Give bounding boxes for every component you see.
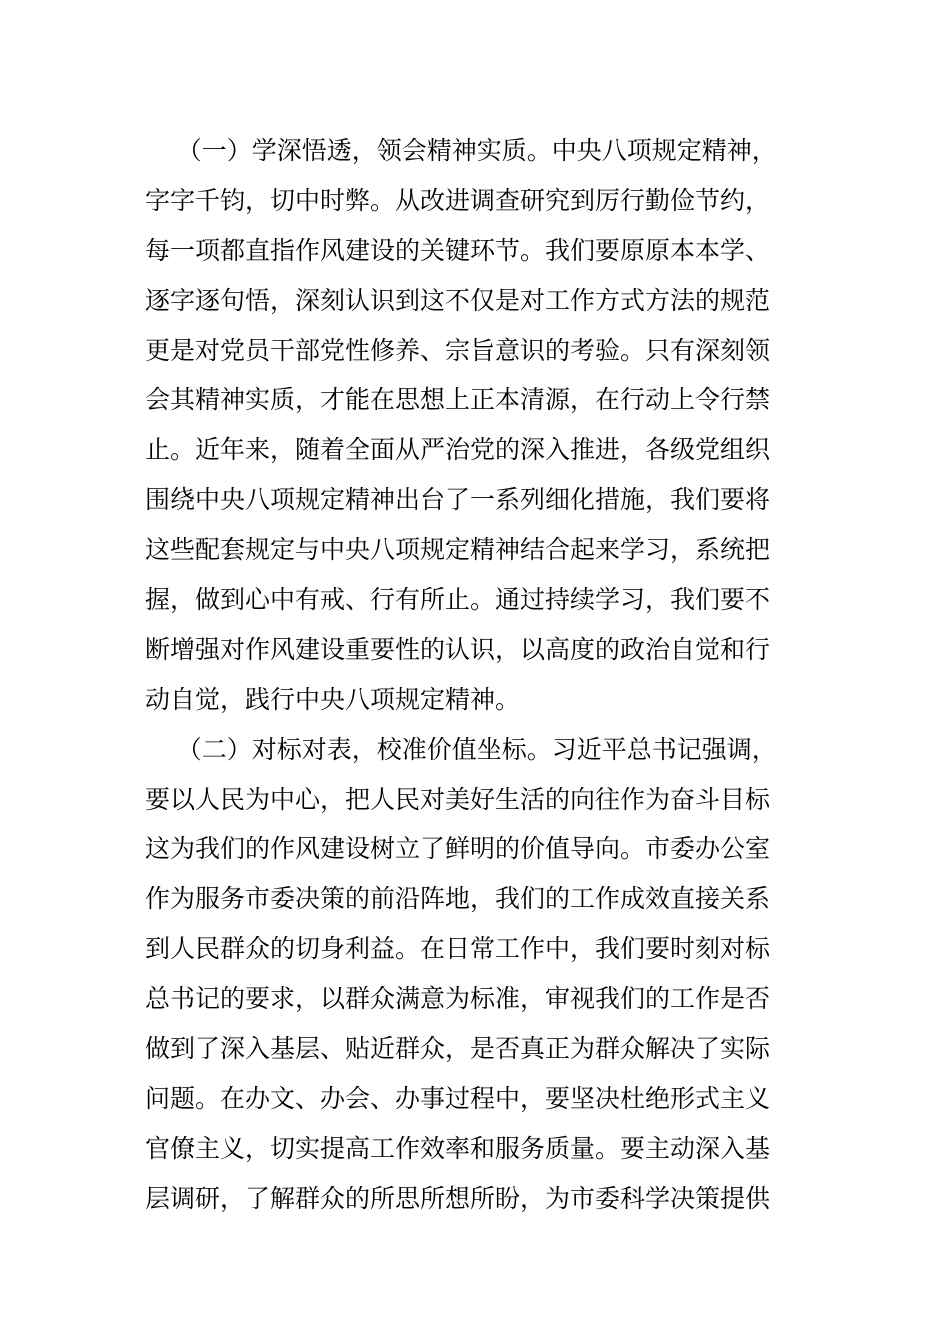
text-line: 动自觉，践行中央八项规定精神。	[145, 684, 521, 714]
text-line: 要以人民为中心，把人民对美好生活的向往作为奋斗目标	[145, 784, 771, 814]
text-line: 总书记的要求，以群众满意为标准，审视我们的工作是否	[145, 984, 771, 1014]
paragraph-1	[145, 126, 835, 725]
text-line: 止。近年来，随着全面从严治党的深入推进，各级党组织	[145, 435, 771, 465]
text-line: 会其精神实质，才能在思想上正本清源，在行动上令行禁	[145, 385, 771, 415]
text-line: 问题。在办文、办会、办事过程中，要坚决杜绝形式主义	[145, 1083, 771, 1113]
text-line: 握，做到心中有戒、行有所止。通过持续学习，我们要不	[145, 585, 771, 615]
text-line: 围绕中央八项规定精神出台了一系列细化措施，我们要将	[145, 485, 771, 515]
text-line: 到人民群众的切身利益。在日常工作中，我们要时刻对标	[145, 934, 771, 964]
text-line: 每一项都直指作风建设的关键环节。我们要原原本本学、	[145, 235, 771, 265]
text-line: 逐字逐句悟，深刻认识到这不仅是对工作方式方法的规范	[145, 285, 771, 315]
text-line: 这些配套规定与中央八项规定精神结合起来学习，系统把	[145, 535, 771, 565]
paragraph-2	[145, 725, 835, 1224]
text-line: 断增强对作风建设重要性的认识，以高度的政治自觉和行	[145, 634, 771, 664]
text-line: 这为我们的作风建设树立了鲜明的价值导向。市委办公室	[145, 834, 771, 864]
text-line: 字字千钧，切中时弊。从改进调查研究到厉行勤俭节约，	[145, 185, 771, 215]
text-line: 做到了深入基层、贴近群众，是否真正为群众解决了实际	[145, 1034, 771, 1064]
text-line: 更是对党员干部党性修养、宗旨意识的考验。只有深刻领	[145, 335, 771, 365]
text-line: 层调研，了解群众的所思所想所盼，为市委科学决策提供	[145, 1183, 771, 1213]
text-line: （二）对标对表，校准价值坐标。习近平总书记强调，	[145, 734, 777, 764]
text-line: 官僚主义，切实提高工作效率和服务质量。要主动深入基	[145, 1133, 771, 1163]
text-line: （一）学深悟透，领会精神实质。中央八项规定精神，	[145, 136, 777, 165]
text-line: 作为服务市委决策的前沿阵地，我们的工作成效直接关系	[145, 884, 771, 914]
body-text	[145, 126, 835, 1224]
